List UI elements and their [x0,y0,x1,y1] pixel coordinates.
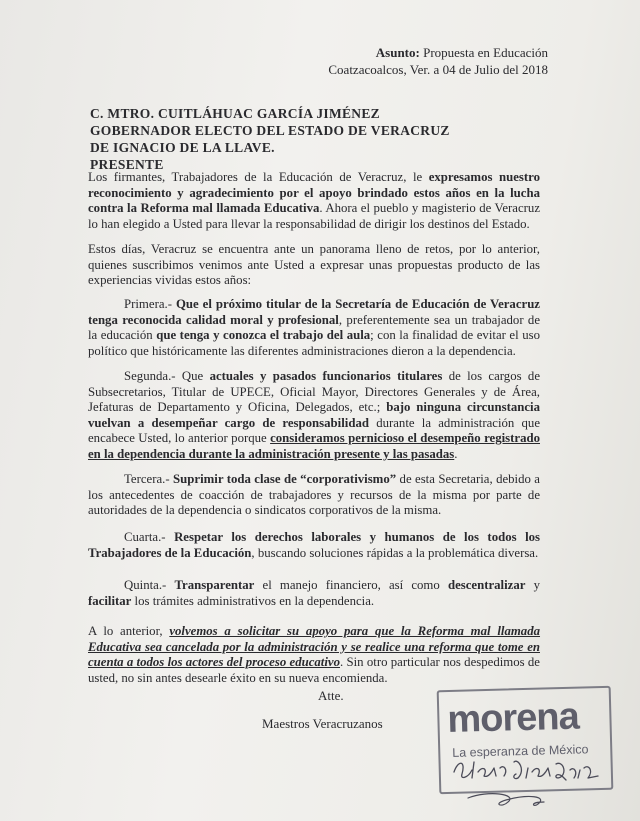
signer-name: Maestros Veracruzanos [262,716,383,731]
segunda-text-3: . [454,446,458,461]
intro-paragraph [88,170,540,232]
tercera-bold: Suprimir toda clase de “corporativismo” [173,472,397,486]
primera-bold-1: Que el próximo titular de la Secretaría de Educación de Veracruz tenga reconocida calidad moral y profesional [88,297,540,327]
primera-text-2: ; con la finalidad de evitar el uso político que históricamente las diferentes administraciones dieron a la dependencia. [88,328,540,358]
segunda-text-1: de los cargos de Subsecretarios, Titular de UPECE, Oficial Mayor, Directores Generales y de Área, Jefaturas de Departamento y Oficina, Delegados, etc.; [88,369,541,415]
proposal-segunda [88,369,540,463]
cuarta-label: Cuarta.- [124,530,166,544]
intro-bold: expresamos nuestro reconocimiento y agradecimiento por el apoyo brindado estos años en la lucha contra la Reforma mal llamada Educativa [88,170,540,216]
tercera-text: de esta Secretaria, debido a los antecedentes de coacción de trabajadores y recursos de la misma por parte de autoridades de la dependencia o sindicatos corporativos de la misma. [88,472,540,518]
context-paragraph: Estos días, Veracruz se encuentra ante un panorama lleno de retos, por lo anterior, quienes suscribimos venimos ante Usted a expresar unas propuestas producto de las experiencias vividas estos años: [88,242,540,288]
quinta-label: Quinta.- [124,578,167,592]
intro-text-2: . Ahora el pueblo y magisterio de Veracruz lo han elegido a Usted para llevar la responsabilidad de dirigir los destinos del Estado. [88,201,540,231]
handwritten-signature [448,750,608,812]
segunda-text-0: Que [175,369,210,383]
subject-label: Asunto: [375,45,420,60]
primera-label: Primera.- [124,297,172,311]
intro-text-1: Los firmantes, Trabajadores de la Educación de Veracruz, le [88,170,429,184]
atte: Atte. [318,688,344,703]
primera-bold-2: que tenga y conozca el trabajo del aula [156,328,371,343]
closing-emphasis: volvemos a solicitar su apoyo para que la Reforma mal llamada Educativa sea cancelada por la administración y se realice una reforma que tome en cuenta a todos los actores del proceso educativo [88,624,541,670]
letter-header [328,44,548,78]
place-date: Coatzacoalcos, Ver. a 04 de Julio del 2018 [328,62,548,77]
subject-line [328,44,548,61]
quinta-text-3: los trámites administrativos en la dependencia. [131,593,375,608]
quinta-bold-3: facilitar [88,593,132,608]
closing-text-1: . Sin otro particular nos despedimos de usted, no sin antes desearle éxito en su nueva encomienda. [88,655,540,685]
segunda-bold-2: bajo ninguna circunstancia vuelvan a desempeñar cargo de responsabilidad [88,400,540,430]
cuarta-bold: Respetar los derechos laborales y humanos de los todos los Trabajadores de la Educación [88,530,540,560]
primera-text-1: , preferentemente sea un trabajador de la educación [88,312,540,343]
addressee-name: C. MTRO. CUITLÁHUAC GARCÍA JIMÉNEZ [90,106,380,121]
quinta-text-2: y [525,578,541,592]
segunda-label: Segunda.- [124,369,176,383]
proposal-cuarta [88,530,540,561]
proposal-primera [88,297,540,359]
addressee-title: GOBERNADOR ELECTO DEL ESTADO DE VERACRUZ [90,123,450,138]
subject-text: Propuesta en Educación [423,45,548,60]
addressee-block [90,105,450,173]
quinta-text-1: el manejo financiero, así como [254,578,448,592]
addressee-state: DE IGNACIO DE LA LLAVE. [90,140,275,155]
addressee-presente: PRESENTE [90,157,164,172]
proposal-quinta [88,578,540,609]
stamp-logo: morena [446,695,580,742]
segunda-text-2: durante la administración que encabece Usted, lo anterior porque [88,415,541,446]
stamp-slogan: La esperanza de México [452,742,589,760]
closing-text-0: A lo anterior, [88,624,170,638]
proposal-tercera [88,472,540,519]
closing-paragraph [88,624,540,686]
quinta-bold-1: Transparentar [174,578,255,592]
quinta-bold-2: descentralizar [447,578,526,592]
cuarta-text: , buscando soluciones rápidas a la problemática diversa. [251,545,539,560]
segunda-underlined: consideramos pernicioso el desempeño registrado en la dependencia durante la administración presente y las pasadas [88,431,540,461]
tercera-label: Tercera.- [124,472,170,486]
segunda-bold-1: actuales y pasados funcionarios titulares [209,369,443,383]
